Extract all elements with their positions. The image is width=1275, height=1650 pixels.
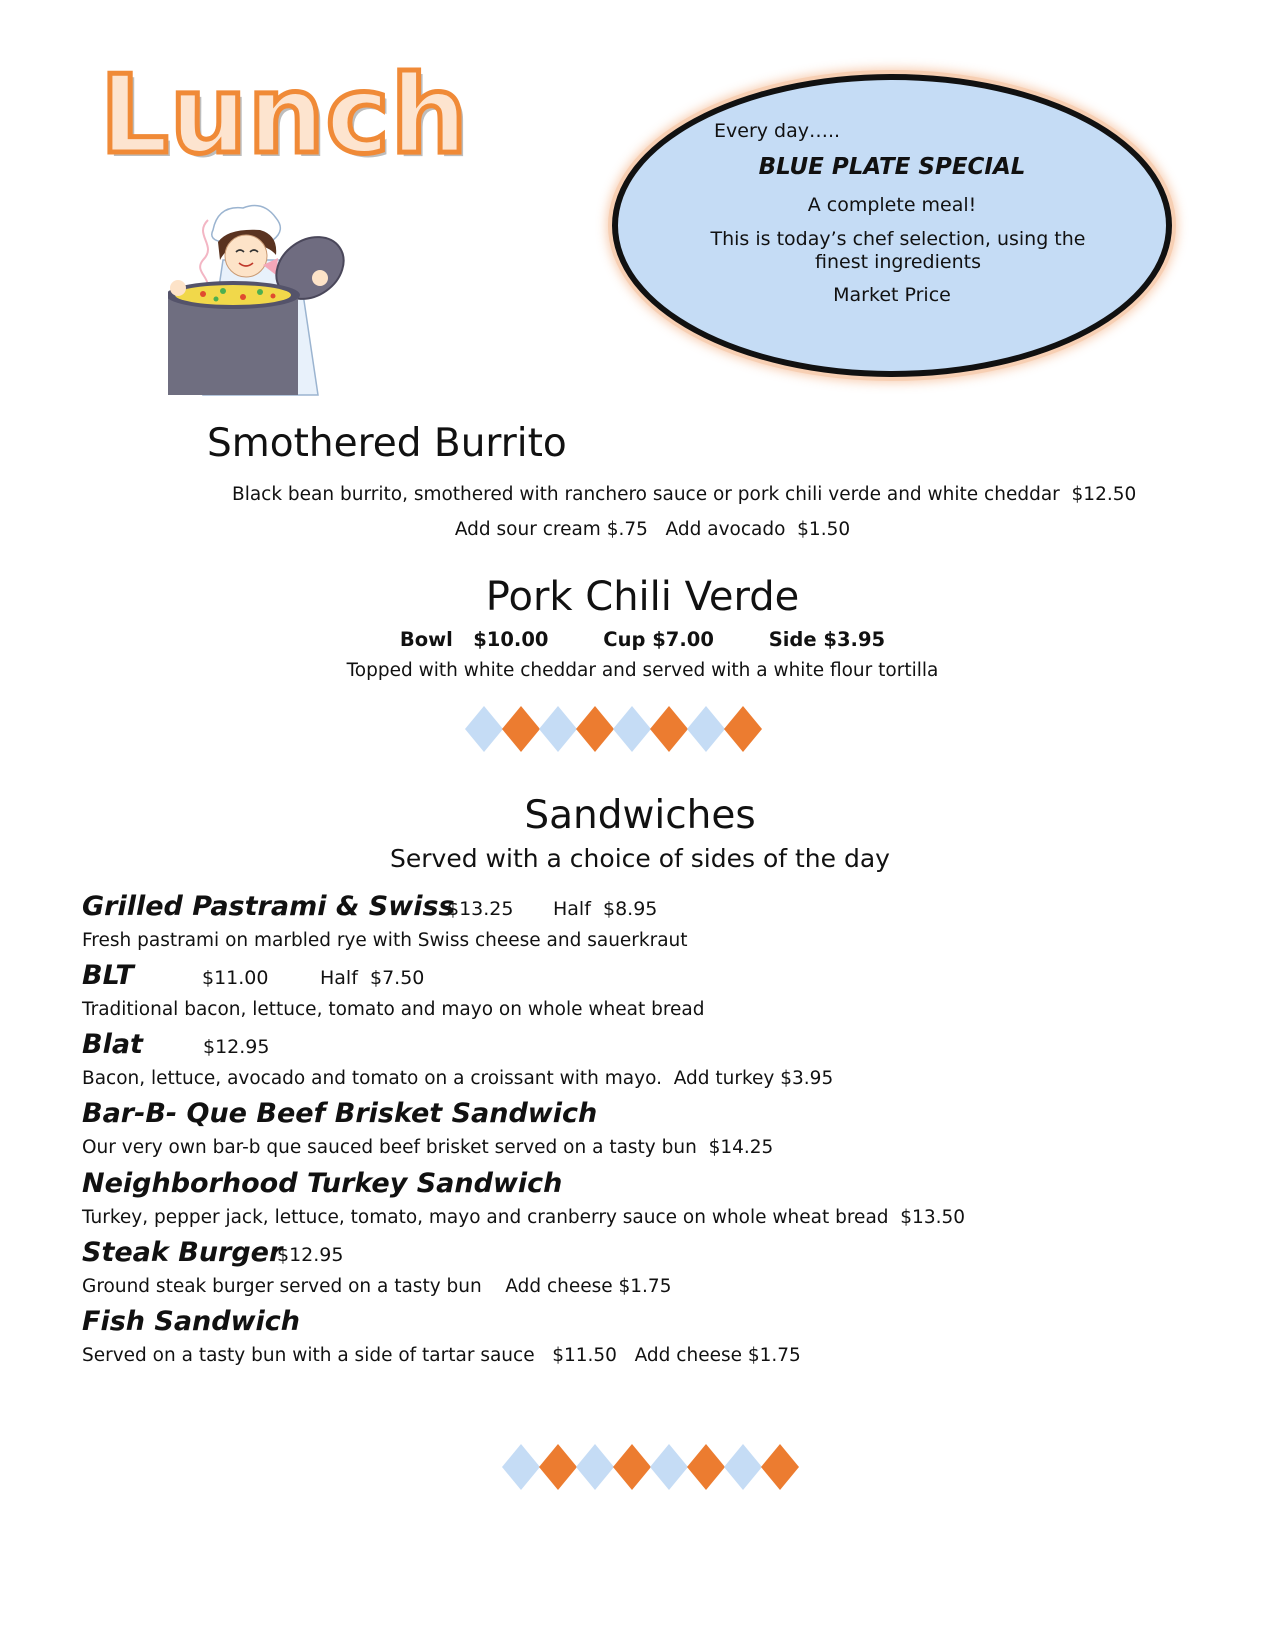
sandwich-price: $13.25 <box>447 898 514 920</box>
chili-verde-description: Topped with white cheddar and served with a white flour tortilla <box>346 660 939 681</box>
blue-plate-special-oval <box>612 74 1172 377</box>
diamond-shape <box>576 706 614 752</box>
diamond-shape <box>539 1444 577 1490</box>
sandwich-half-price: Half $8.95 <box>553 898 658 920</box>
sandwich-price: $12.95 <box>277 1244 344 1266</box>
sandwich-price: $11.00 <box>202 967 269 989</box>
sandwich-half-price: Half $7.50 <box>320 967 425 989</box>
burrito-title: Smothered Burrito <box>207 421 567 466</box>
diamond-divider <box>502 1444 798 1490</box>
diamond-shape <box>650 706 688 752</box>
diamond-shape <box>502 1444 540 1490</box>
special-title: BLUE PLATE SPECIAL <box>758 154 1026 180</box>
diamond-shape <box>724 706 762 752</box>
diamond-shape <box>687 706 725 752</box>
diamond-shape <box>539 706 577 752</box>
sandwich-description: Our very own bar-b que sauced beef brisket served on a tasty bun $14.25 <box>82 1137 774 1158</box>
chili-side-price: Side $3.95 <box>768 628 886 651</box>
menu-title: Lunch <box>100 53 469 178</box>
chef-cooking-illustration <box>168 200 358 405</box>
sandwich-description: Ground steak burger served on a tasty bun Add cheese $1.75 <box>82 1276 672 1297</box>
diamond-shape <box>613 1444 651 1490</box>
diamond-shape <box>576 1444 614 1490</box>
special-meal: A complete meal! <box>807 194 977 216</box>
diamond-shape <box>687 1444 725 1490</box>
burrito-description: Black bean burrito, smothered with ranchero sauce or pork chili verde and white cheddar $12.50 <box>232 484 1137 505</box>
special-description: This is today’s chef selection, using the finest ingredients <box>710 228 1086 273</box>
chili-verde-title: Pork Chili Verde <box>485 574 800 620</box>
chili-verde-prices <box>0 628 1275 651</box>
diamond-shape <box>650 1444 688 1490</box>
sandwich-name: Fish Sandwich <box>82 1306 301 1337</box>
sandwich-name: Bar-B- Que Beef Brisket Sandwich <box>82 1098 598 1129</box>
sandwich-description: Served on a tasty bun with a side of tartar sauce $11.50 Add cheese $1.75 <box>82 1345 801 1366</box>
sandwich-description: Traditional bacon, lettuce, tomato and mayo on whole wheat bread <box>82 999 705 1020</box>
sandwiches-subtitle: Served with a choice of sides of the day <box>390 844 890 873</box>
sandwich-price: $12.95 <box>203 1036 270 1058</box>
chili-bowl-price: Bowl $10.00 <box>399 628 549 651</box>
diamond-shape <box>613 706 651 752</box>
special-price: Market Price <box>833 284 951 306</box>
sandwich-name: Blat <box>82 1029 143 1060</box>
special-intro: Every day….. <box>714 120 841 142</box>
sandwich-name: Neighborhood Turkey Sandwich <box>82 1168 563 1199</box>
chili-cup-price: Cup $7.00 <box>603 628 714 651</box>
sandwich-description: Fresh pastrami on marbled rye with Swiss cheese and sauerkraut <box>82 930 688 951</box>
sandwich-name: BLT <box>82 960 134 991</box>
sandwich-name: Grilled Pastrami & Swiss <box>82 891 455 922</box>
sandwich-description: Turkey, pepper jack, lettuce, tomato, mayo and cranberry sauce on whole wheat bread $13.50 <box>82 1207 966 1228</box>
burrito-addons: Add sour cream $.75 Add avocado $1.50 <box>454 519 851 540</box>
sandwich-description: Bacon, lettuce, avocado and tomato on a croissant with mayo. Add turkey $3.95 <box>82 1068 834 1089</box>
sandwich-name: Steak Burger <box>82 1237 283 1268</box>
sandwiches-title: Sandwiches <box>524 793 756 838</box>
diamond-divider <box>465 706 761 752</box>
diamond-shape <box>724 1444 762 1490</box>
diamond-shape <box>761 1444 799 1490</box>
diamond-shape <box>465 706 503 752</box>
diamond-shape <box>502 706 540 752</box>
